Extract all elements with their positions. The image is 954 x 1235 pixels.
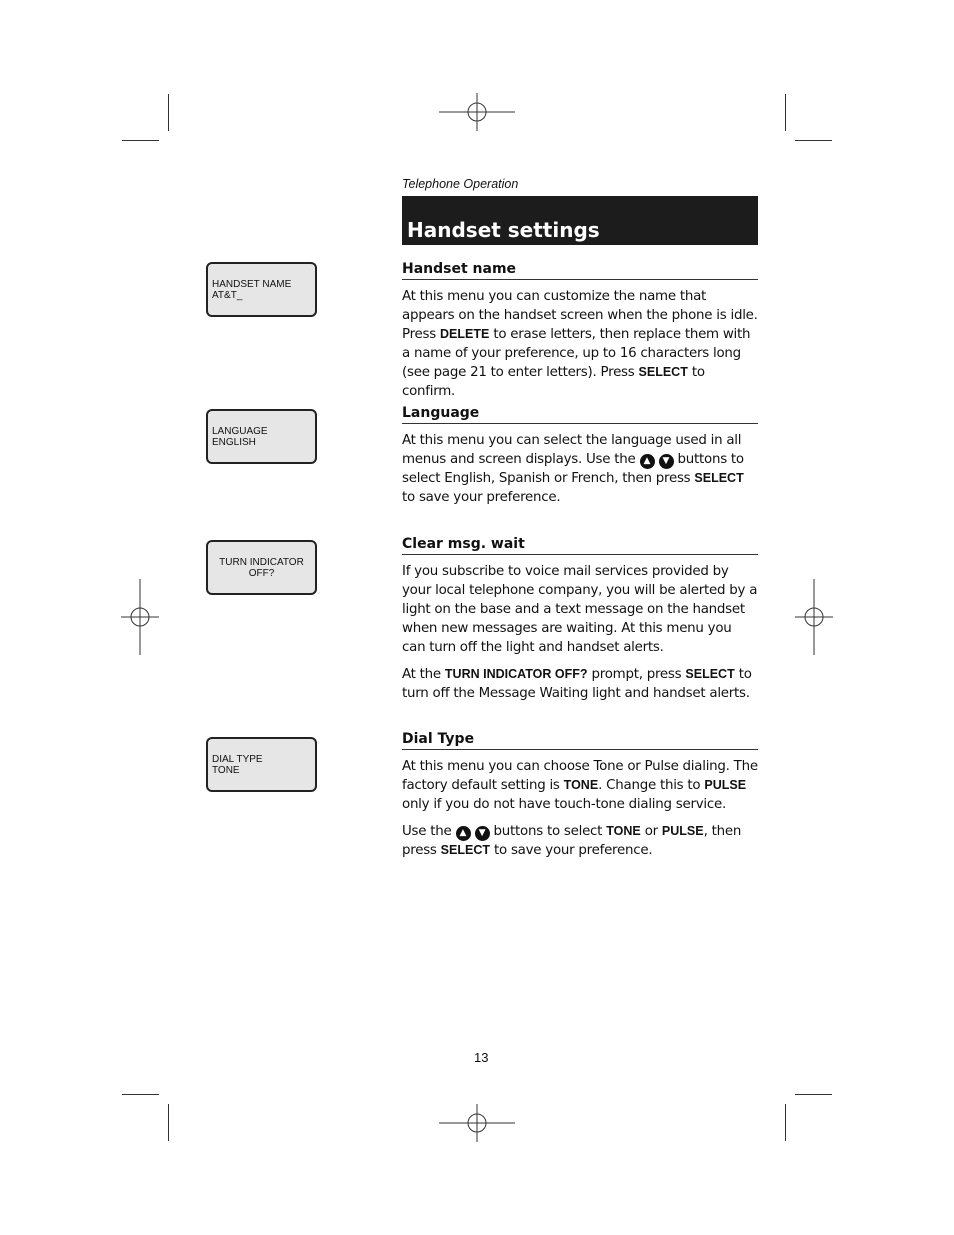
handset-screen-name bbox=[206, 262, 317, 317]
text: to save your preference. bbox=[402, 490, 561, 505]
text: . Change this to bbox=[598, 778, 705, 793]
screen-line: OFF? bbox=[248, 568, 275, 579]
section-language bbox=[402, 404, 758, 507]
paragraph bbox=[402, 757, 758, 814]
registration-mark-bottom bbox=[439, 1104, 515, 1142]
text: , then press bbox=[402, 824, 742, 858]
screen-line: AT&T_ bbox=[212, 290, 243, 301]
section-heading: Handset name bbox=[402, 260, 758, 280]
text: to erase letters, then replace them with a name of your preference, up to 16 characters long (see page 21 to enter letters). Press bbox=[402, 327, 751, 380]
section-label: Telephone Operation bbox=[402, 177, 519, 191]
crop-mark bbox=[168, 1104, 169, 1141]
page-title: Handset settings bbox=[407, 218, 600, 242]
text: buttons to select bbox=[489, 824, 607, 839]
screen-line: ENGLISH bbox=[212, 437, 256, 448]
registration-mark-left bbox=[121, 579, 159, 655]
crop-mark bbox=[168, 94, 169, 131]
key-label: PULSE bbox=[661, 824, 704, 838]
text: to turn off the Message Waiting light and handset alerts. bbox=[402, 667, 752, 701]
handset-screen-indicator bbox=[206, 540, 317, 595]
key-label: PULSE bbox=[704, 778, 747, 792]
paragraph bbox=[402, 431, 758, 507]
crop-mark bbox=[122, 1094, 159, 1095]
section-heading: Language bbox=[402, 404, 758, 424]
down-arrow-icon: ▼ bbox=[475, 826, 490, 841]
text: At this menu you can choose Tone or Pulse dialing. The factory default setting is bbox=[402, 759, 758, 793]
text: or bbox=[640, 824, 662, 839]
text: At the bbox=[402, 667, 445, 682]
key-label: SELECT bbox=[685, 667, 735, 681]
screen-line: HANDSET NAME bbox=[212, 279, 292, 290]
text: only if you do not have touch-tone dialing service. bbox=[402, 797, 726, 812]
text: buttons to select English, Spanish or French, then press bbox=[402, 452, 744, 486]
screen-line: TONE bbox=[212, 765, 240, 776]
registration-mark-right bbox=[795, 579, 833, 655]
handset-screen-dial-type bbox=[206, 737, 317, 792]
key-label: TURN INDICATOR OFF? bbox=[444, 667, 588, 681]
section-clear-msg-wait bbox=[402, 535, 758, 703]
up-arrow-icon: ▲ bbox=[456, 826, 471, 841]
text: At this menu you can customize the name that appears on the handset screen when the phone is idle. Press bbox=[402, 289, 758, 342]
crop-mark bbox=[795, 140, 832, 141]
paragraph bbox=[402, 287, 758, 401]
paragraph bbox=[402, 822, 758, 860]
crop-mark bbox=[122, 140, 159, 141]
registration-mark-top bbox=[439, 93, 515, 131]
section-heading: Dial Type bbox=[402, 730, 758, 750]
screen-line: TURN INDICATOR bbox=[219, 557, 304, 568]
text: prompt, press bbox=[587, 667, 686, 682]
text: to confirm. bbox=[402, 365, 705, 399]
key-label: TONE bbox=[606, 824, 641, 838]
screen-line: LANGUAGE bbox=[212, 426, 268, 437]
up-arrow-icon: ▲ bbox=[640, 454, 655, 469]
key-label: TONE bbox=[563, 778, 599, 792]
key-label: SELECT bbox=[638, 365, 688, 379]
key-label: SELECT bbox=[694, 471, 744, 485]
text: to save your preference. bbox=[489, 843, 653, 858]
screen-line: DIAL TYPE bbox=[212, 754, 263, 765]
page-number: 13 bbox=[474, 1050, 489, 1065]
section-heading: Clear msg. wait bbox=[402, 535, 758, 555]
text: Use the bbox=[402, 824, 456, 839]
down-arrow-icon: ▼ bbox=[659, 454, 674, 469]
text: At this menu you can select the language used in all menus and screen displays. Use the bbox=[402, 433, 742, 467]
paragraph bbox=[402, 665, 758, 703]
crop-mark bbox=[795, 1094, 832, 1095]
key-label: SELECT bbox=[440, 843, 490, 857]
title-bar bbox=[402, 196, 758, 245]
crop-mark bbox=[785, 1104, 786, 1141]
section-handset-name bbox=[402, 260, 758, 401]
crop-mark bbox=[785, 94, 786, 131]
key-label: DELETE bbox=[440, 327, 490, 341]
paragraph: If you subscribe to voice mail services provided by your local telephone company, you will be alerted by a light on the base and a text message on the handset when new messages are waiting. At this menu you can turn off the light and handset alerts. bbox=[402, 564, 758, 655]
handset-screen-language bbox=[206, 409, 317, 464]
section-dial-type bbox=[402, 730, 758, 860]
